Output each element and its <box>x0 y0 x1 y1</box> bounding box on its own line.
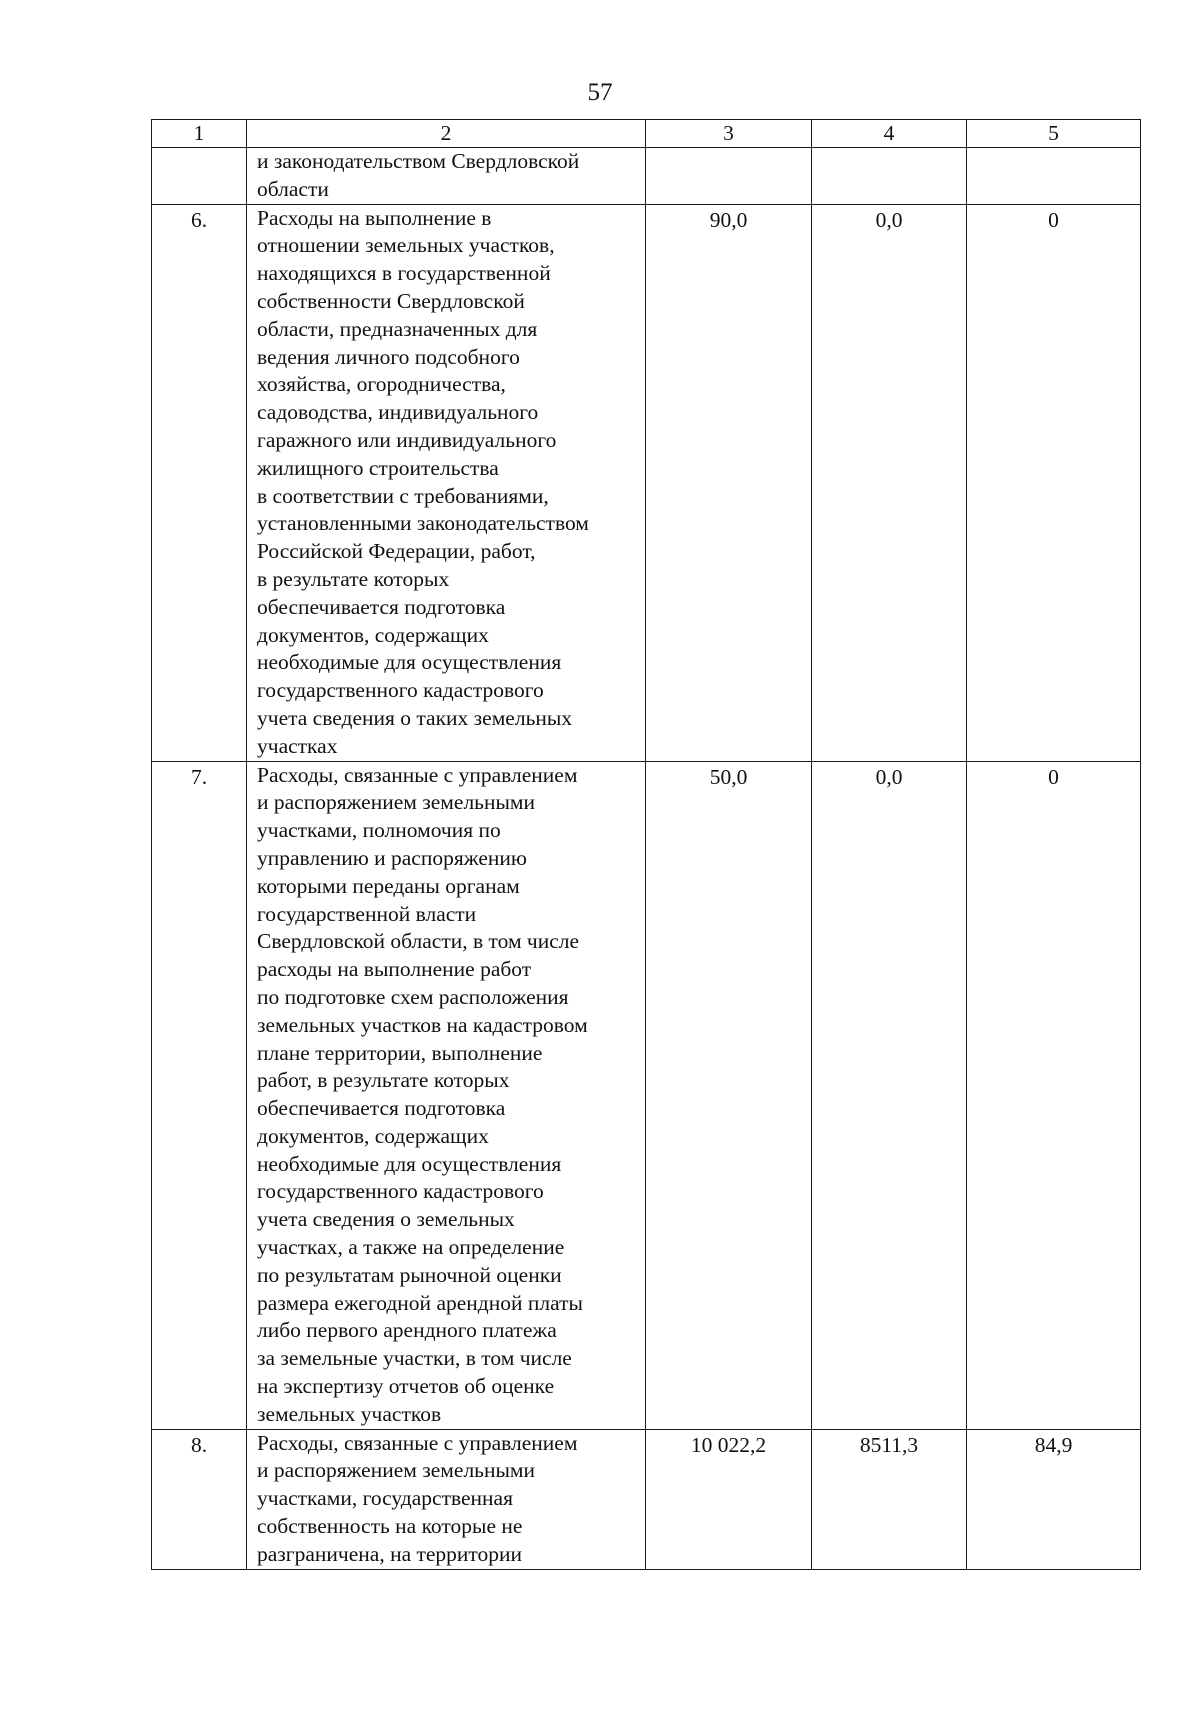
header-cell-1: 1 <box>152 120 247 148</box>
table-row <box>152 204 1141 761</box>
row-value-col4: 8511,3 <box>812 1429 967 1569</box>
table-row <box>152 761 1141 1429</box>
row-value-col3: 10 022,2 <box>646 1429 812 1569</box>
row-number: 6. <box>152 204 247 761</box>
table-header-row <box>152 120 1141 148</box>
header-cell-5: 5 <box>967 120 1141 148</box>
row-value-col4 <box>812 148 967 205</box>
row-value-col3: 50,0 <box>646 761 812 1429</box>
row-value-col5: 0 <box>967 761 1141 1429</box>
header-cell-4: 4 <box>812 120 967 148</box>
row-value-col4: 0,0 <box>812 204 967 761</box>
row-description: Расходы на выполнение в отношении земельных участков, находящихся в государственной собственности Свердловской области, предназначенных для ведения личного подсобного хозяйства, огородничества, садоводства, индивидуального гаражного или индивидуального жилищного строительства в соответствии с требованиями, установленными законодательством Российской Федерации, работ, в результате которых обеспечивается подготовка документов, содержащих необходимые для осуществления государственного кадастрового учета сведения о таких земельных участках <box>247 204 646 761</box>
budget-table <box>151 119 1141 1570</box>
table-row <box>152 1429 1141 1569</box>
table-row <box>152 148 1141 205</box>
row-number: 8. <box>152 1429 247 1569</box>
row-value-col5 <box>967 148 1141 205</box>
row-number: 7. <box>152 761 247 1429</box>
row-description: и законодательством Свердловской области <box>247 148 646 205</box>
header-cell-3: 3 <box>646 120 812 148</box>
row-value-col5: 0 <box>967 204 1141 761</box>
header-cell-2: 2 <box>247 120 646 148</box>
row-description: Расходы, связанные с управлением и распоряжением земельными участками, полномочия по управлению и распоряжению которыми переданы органам государственной власти Свердловской области, в том числе расходы на выполнение работ по подготовке схем расположения земельных участков на кадастровом плане территории, выполнение работ, в результате которых обеспечивается подготовка документов, содержащих необходимые для осуществления государственного кадастрового учета сведения о земельных участках, а также на определение по результатам рыночной оценки размера ежегодной арендной платы либо первого арендного платежа за земельные участки, в том числе на экспертизу отчетов об оценке земельных участков <box>247 761 646 1429</box>
row-value-col5: 84,9 <box>967 1429 1141 1569</box>
row-value-col4: 0,0 <box>812 761 967 1429</box>
row-value-col3 <box>646 148 812 205</box>
page-number: 57 <box>587 79 613 106</box>
row-number <box>152 148 247 205</box>
row-value-col3: 90,0 <box>646 204 812 761</box>
row-description: Расходы, связанные с управлением и распоряжением земельными участками, государственная собственность на которые не разграничена, на территории <box>247 1429 646 1569</box>
